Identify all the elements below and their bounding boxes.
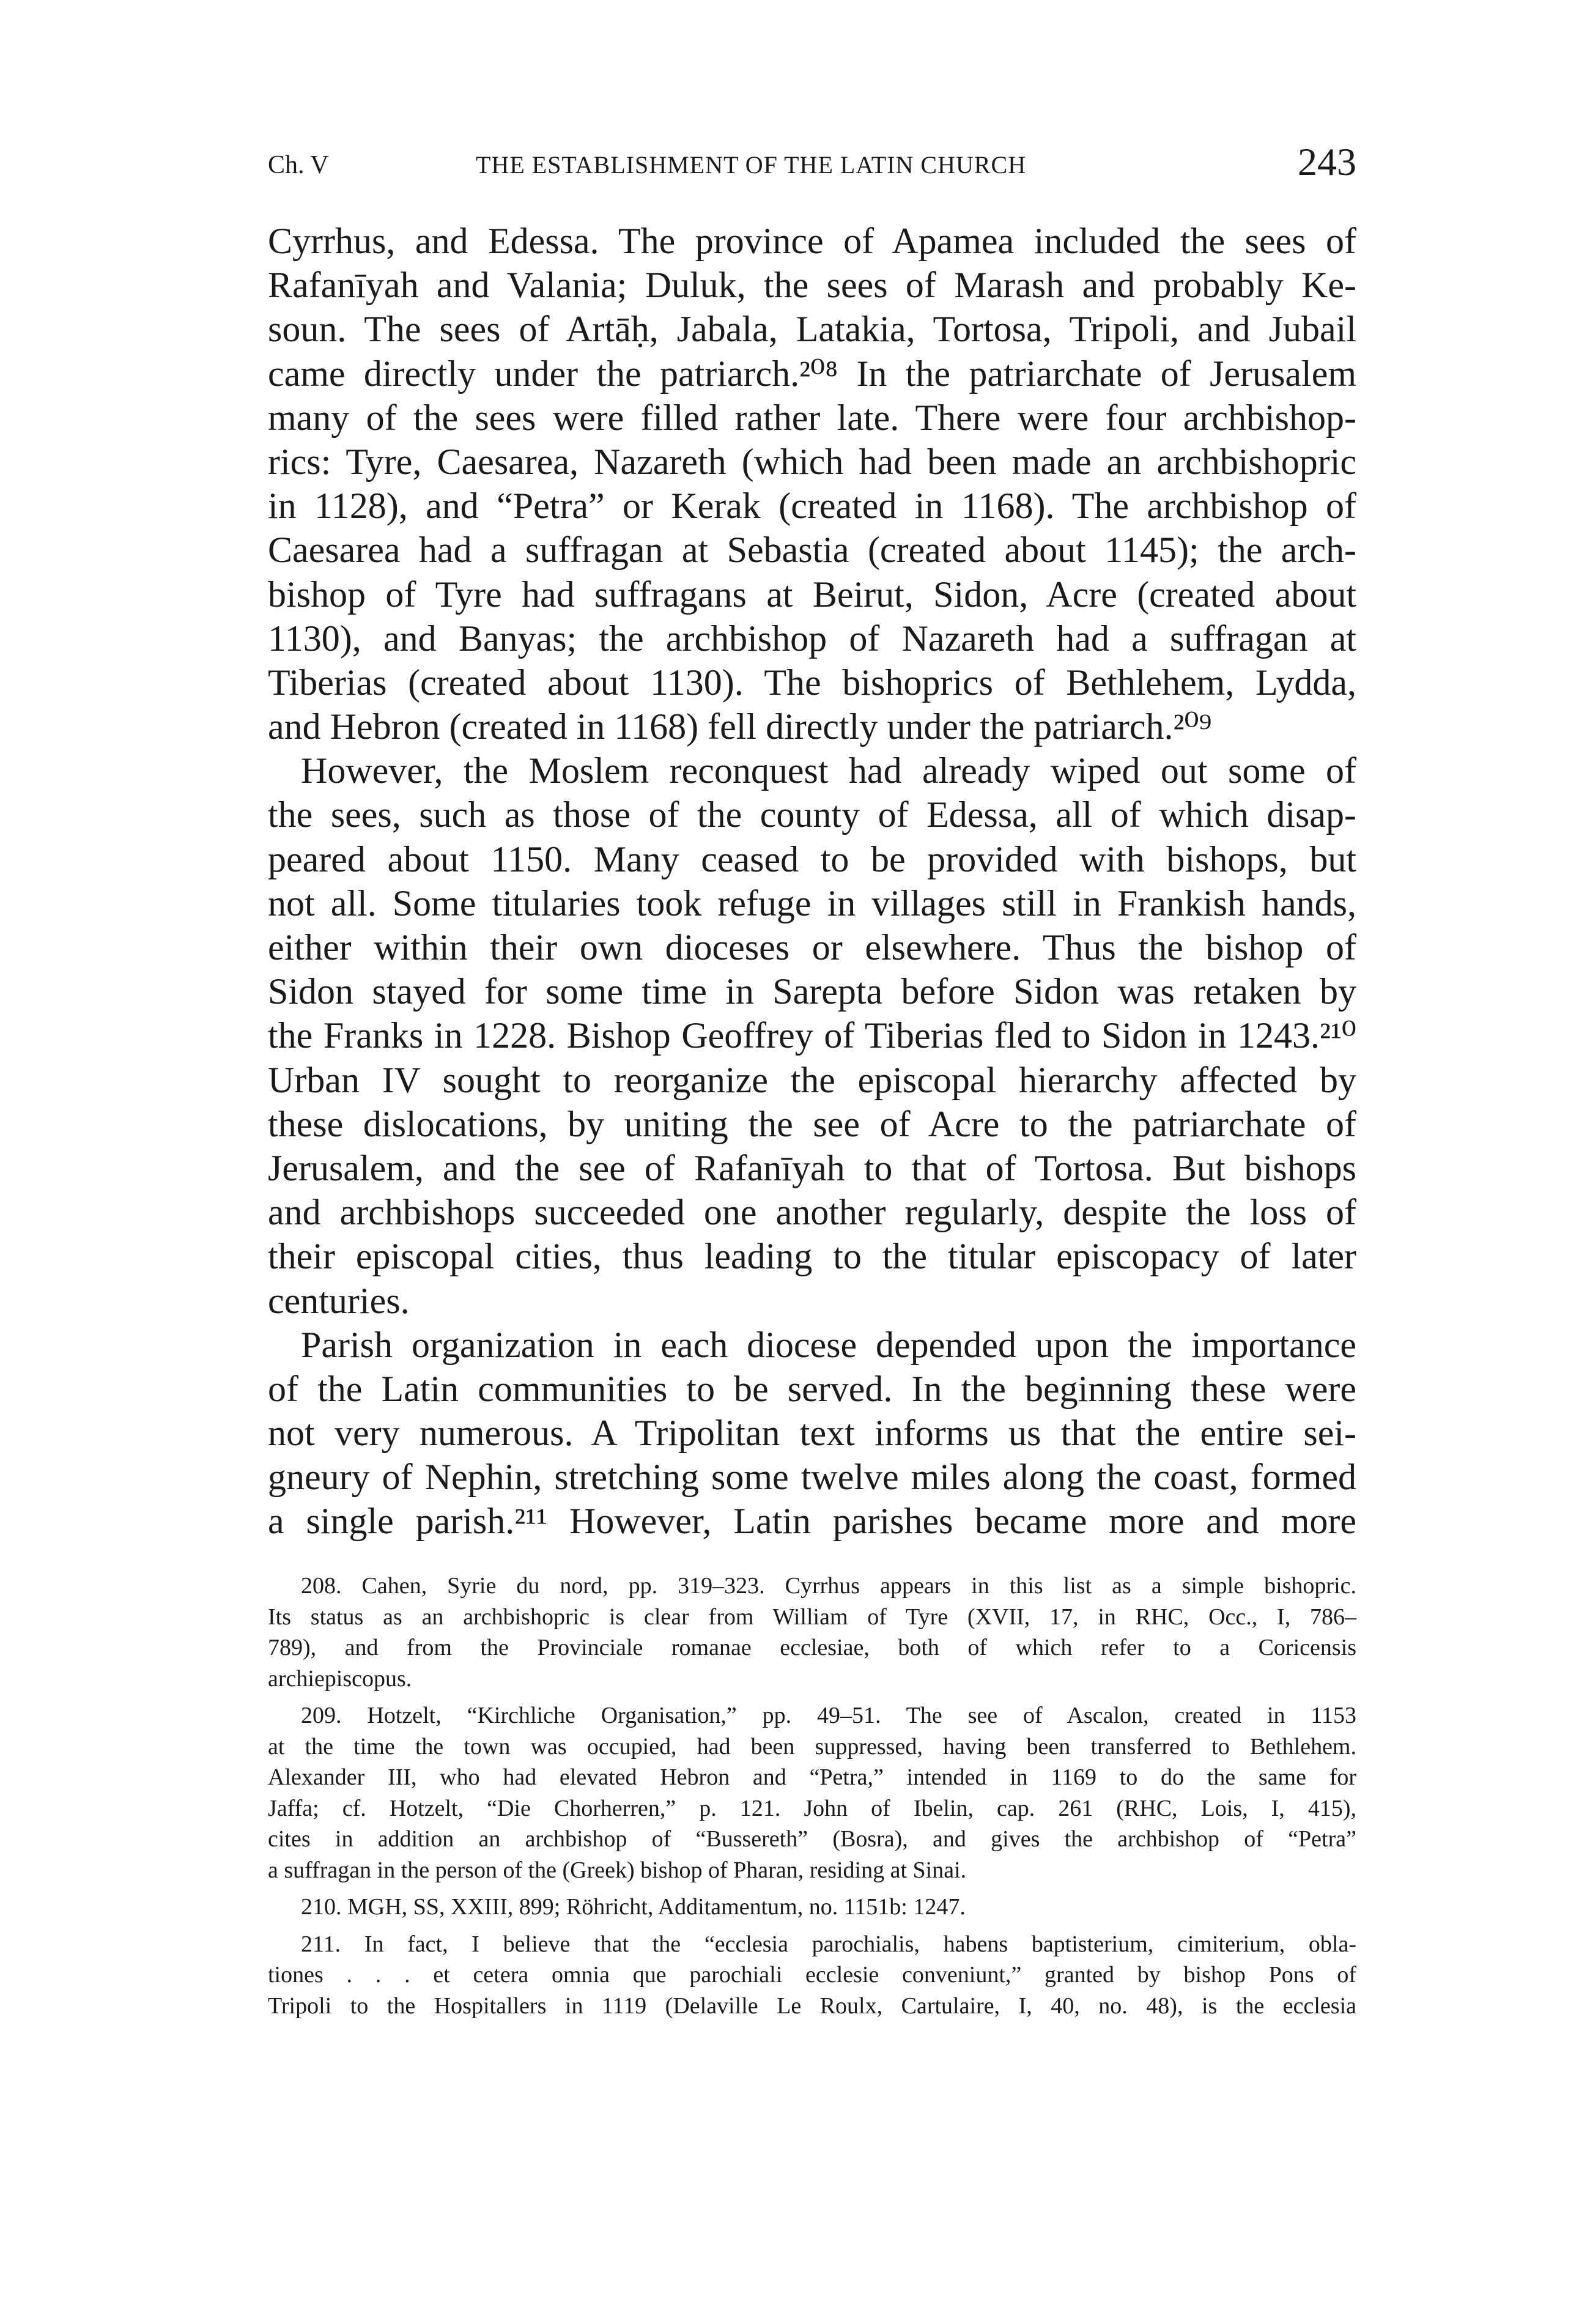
text-line: a single parish.²¹¹ However, Latin parishes became more and more xyxy=(268,1501,1356,1542)
text-line: Cyrrhus, and Edessa. The province of Apamea included the sees of xyxy=(268,221,1356,261)
text-line: these dislocations, by uniting the see of Acre to the patriarchate of xyxy=(268,1103,1356,1144)
text-line: gneury of Nephin, stretching some twelve miles along the coast, formed xyxy=(268,1457,1356,1498)
footnotes xyxy=(268,1571,1356,2021)
text-line: peared about 1150. Many ceased to be provided with bishops, but xyxy=(268,838,1356,879)
text-line: However, the Moslem reconquest had already wiped out some of xyxy=(301,750,1356,791)
page-number: 243 xyxy=(1298,140,1356,183)
text-line: of the Latin communities to be served. In the beginning these were xyxy=(268,1368,1356,1409)
footnote-line: 209. Hotzelt, “Kirchliche Organisation,” pp. 49–51. The see of Ascalon, created in 1153 xyxy=(301,1703,1356,1728)
footnote-line: Its status as an archbishopric is clear from William of Tyre (XVII, 17, in RHC, Occ., I, 786– xyxy=(268,1604,1356,1630)
text-line: and archbishops succeeded one another regularly, despite the loss of xyxy=(268,1192,1356,1233)
footnote-line: at the time the town was occupied, had been suppressed, having been transferred to Bethlehem. xyxy=(268,1733,1356,1760)
text-line: the sees, such as those of the county of Edessa, all of which disap- xyxy=(268,794,1356,835)
footnote-line: 789), and from the Provinciale romanae ecclesiae, both of which refer to a Coricensis xyxy=(268,1635,1356,1660)
footnote-line: Tripoli to the Hospitallers in 1119 (Delaville Le Roulx, Cartulaire, I, 40, no. 48), is the ecclesia xyxy=(268,1993,1356,2019)
text-line: not very numerous. A Tripolitan text informs us that the entire sei- xyxy=(268,1413,1356,1454)
text-line: came directly under the patriarch.²⁰⁸ In the patriarchate of Jerusalem xyxy=(268,353,1356,394)
footnote-line: 210. MGH, SS, XXIII, 899; Röhricht, Additamentum, no. 1151b: 1247. xyxy=(301,1894,966,1920)
text-line: either within their own dioceses or elsewhere. Thus the bishop of xyxy=(268,927,1356,968)
text-line: Urban IV sought to reorganize the episcopal hierarchy affected by xyxy=(268,1059,1356,1100)
text-line: Jerusalem, and the see of Rafanīyah to that of Tortosa. But bishops xyxy=(268,1147,1356,1188)
footnote-line: Alexander III, who had elevated Hebron and “Petra,” intended in 1169 to do the same for xyxy=(268,1764,1356,1790)
chapter-label: Ch. V xyxy=(268,151,329,179)
text-line: Sidon stayed for some time in Sarepta before Sidon was retaken by xyxy=(268,971,1356,1012)
chapter-title: THE ESTABLISHMENT OF THE LATIN CHURCH xyxy=(476,151,1027,179)
running-head xyxy=(268,139,1356,188)
footnote-line: 211. In fact, I believe that the “ecclesia parochialis, habens baptisterium, cimiterium, obla- xyxy=(301,1931,1356,1957)
text-line: many of the sees were filled rather late. There were four archbishop- xyxy=(268,397,1356,438)
text-line: the Franks in 1228. Bishop Geoffrey of Tiberias fled to Sidon in 1243.²¹⁰ xyxy=(268,1015,1356,1056)
text-line: in 1128), and “Petra” or Kerak (created in 1168). The archbishop of xyxy=(268,486,1356,527)
text-line: rics: Tyre, Caesarea, Nazareth (which had been made an archbishopric xyxy=(268,441,1356,482)
footnote-line: tiones . . . et cetera omnia que parochiali ecclesie conveniunt,” granted by bishop Pons of xyxy=(268,1962,1356,1988)
text-line: centuries. xyxy=(268,1280,410,1321)
text-line: 1130), and Banyas; the archbishop of Nazareth had a suffragan at xyxy=(268,618,1356,659)
text-line: soun. The sees of Artāḥ, Jabala, Latakia, Tortosa, Tripoli, and Jubail xyxy=(268,309,1356,350)
footnote-line: archiepiscopus. xyxy=(268,1665,412,1692)
text-line: Tiberias (created about 1130). The bishoprics of Bethlehem, Lydda, xyxy=(268,662,1356,703)
text-line: Rafanīyah and Valania; Duluk, the sees of Marash and probably Ke- xyxy=(268,265,1356,306)
text-line: their episcopal cities, thus leading to the titular episcopacy of later xyxy=(268,1236,1356,1277)
footnote-line: Jaffa; cf. Hotzelt, “Die Chorherren,” p. 121. John of Ibelin, cap. 261 (RHC, Lois, I, 415), xyxy=(268,1795,1356,1821)
text-line: and Hebron (created in 1168) fell directly under the patriarch.²⁰⁹ xyxy=(268,706,1212,747)
footnote-line: 208. Cahen, Syrie du nord, pp. 319–323. Cyrrhus appears in this list as a simple bishopric. xyxy=(301,1573,1356,1599)
text-line: bishop of Tyre had suffragans at Beirut, Sidon, Acre (created about xyxy=(268,574,1356,615)
body-text xyxy=(268,219,1356,1544)
text-line: Parish organization in each diocese depended upon the importance xyxy=(301,1324,1356,1365)
text-line: Caesarea had a suffragan at Sebastia (created about 1145); the arch- xyxy=(268,530,1356,571)
footnote-line: a suffragan in the person of the (Greek) bishop of Pharan, residing at Sinai. xyxy=(268,1857,967,1883)
text-line: not all. Some titularies took refuge in villages still in Frankish hands, xyxy=(268,883,1356,923)
footnote-line: cites in addition an archbishop of “Bussereth” (Bosra), and gives the archbishop of “Petra” xyxy=(268,1826,1356,1852)
